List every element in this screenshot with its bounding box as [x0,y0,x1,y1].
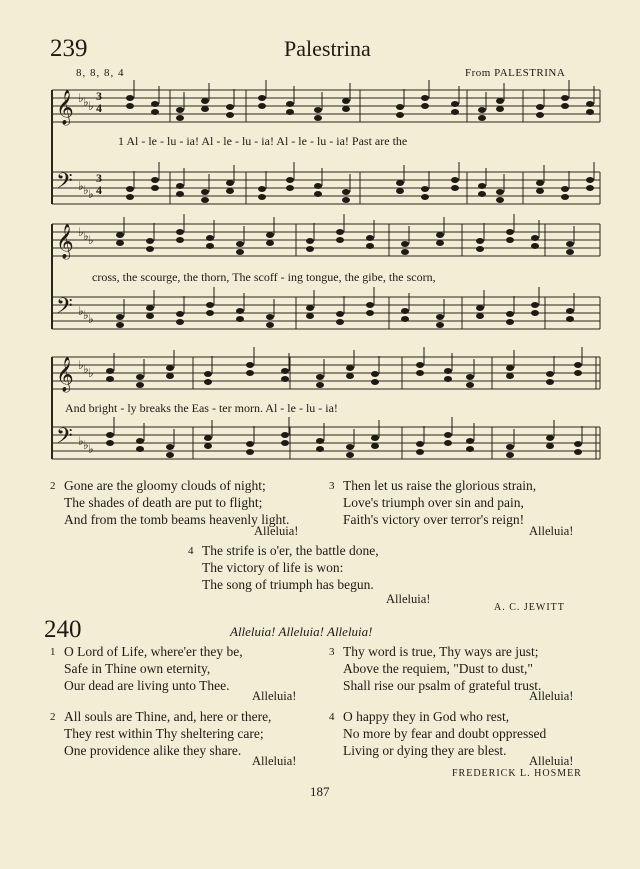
note-head [136,382,144,388]
note-head [421,186,429,192]
verse-line: O Lord of Life, where'er they be, [64,644,243,659]
note-head [266,232,274,238]
note-head [531,302,539,308]
hymn-title: Palestrina [284,36,371,61]
note-head [201,189,209,195]
flat-sign: ♭ [83,362,89,376]
verse-number: 2 [50,711,56,723]
note-head [106,368,114,374]
note-head [416,441,424,447]
note-head [236,316,244,322]
flat-sign: ♭ [78,179,84,193]
note-head [476,238,484,244]
note-head [546,379,554,385]
note-head [451,101,459,107]
note-head [176,311,184,317]
note-head [444,440,452,446]
time-signature: 3 [96,89,102,103]
note-head [506,311,514,317]
note-head [306,305,314,311]
note-head [116,240,124,246]
verse-line: The song of triumph has begun. [202,577,374,592]
note-head [506,229,514,235]
note-head [306,238,314,244]
note-head [371,443,379,449]
time-signature: 4 [96,101,102,115]
note-head [396,104,404,110]
verse-line: The strife is o'er, the battle done, [202,543,379,558]
note-head [506,237,514,243]
note-head [536,180,544,186]
note-head [436,314,444,320]
note-head [176,237,184,243]
note-head [478,183,486,189]
time-signature: 3 [96,171,102,185]
verse-number: 3 [329,646,335,658]
note-head [226,188,234,194]
note-head [396,180,404,186]
note-head [176,115,184,121]
note-head [496,197,504,203]
note-head [286,185,294,191]
verse-number: 1 [50,646,56,658]
note-head [226,112,234,118]
verse-line: No more by fear and doubt oppressed [343,726,547,741]
note-head [126,103,134,109]
note-head [496,189,504,195]
note-head [531,235,539,241]
note-head [366,243,374,249]
note-head [536,112,544,118]
note-head [286,109,294,115]
flat-sign: ♭ [83,229,89,243]
note-head [466,438,474,444]
note-head [258,186,266,192]
note-head [266,314,274,320]
note-head [546,371,554,377]
note-head [444,376,452,382]
note-head [366,302,374,308]
verse-line: And from the tomb beams heavenly light. [64,512,290,527]
verse-239-3 [329,477,593,538]
note-head [444,368,452,374]
note-head [401,249,409,255]
note-head [286,101,294,107]
note-head [246,362,254,368]
note-head [531,310,539,316]
note-head [451,177,459,183]
note-head [421,194,429,200]
hymn-number-240: 240 [44,616,82,643]
note-head [561,186,569,192]
note-head [401,308,409,314]
verse-240-4 [329,708,593,768]
note-head [166,365,174,371]
note-head [342,106,350,112]
flat-sign: ♭ [83,95,89,109]
author-240: FREDERICK L. HOSMER [452,768,582,779]
note-head [166,373,174,379]
note-head [258,95,266,101]
flat-sign: ♭ [78,304,84,318]
note-head [126,186,134,192]
note-head [166,444,174,450]
note-head [436,232,444,238]
note-head [206,235,214,241]
note-head [346,365,354,371]
note-head [396,188,404,194]
note-head [286,177,294,183]
note-head [126,95,134,101]
verse-line: One providence alike they share. [64,743,242,758]
note-head [316,438,324,444]
note-head [566,241,574,247]
note-head [258,103,266,109]
verse-line: Gone are the gloomy clouds of night; [64,478,266,493]
note-head [126,194,134,200]
flat-sign: ♭ [88,366,94,380]
note-head [236,308,244,314]
bass-clef: 𝄢 [56,294,73,324]
note-head [506,444,514,450]
note-head [346,373,354,379]
note-head [401,241,409,247]
note-head [206,302,214,308]
note-head [176,319,184,325]
note-head [146,238,154,244]
flat-sign: ♭ [88,312,94,326]
note-head [314,183,322,189]
note-head [342,197,350,203]
flat-sign: ♭ [88,99,94,113]
note-head [478,115,486,121]
note-head [342,98,350,104]
verse-line: Above the requiem, "Dust to dust," [343,661,533,676]
note-head [586,177,594,183]
note-head [466,446,474,452]
note-head [226,104,234,110]
note-head [201,98,209,104]
note-head [366,235,374,241]
verse-line: Then let us raise the glorious strain, [343,478,537,493]
flat-sign: ♭ [88,442,94,456]
note-head [496,98,504,104]
note-head [586,101,594,107]
note-head [531,243,539,249]
note-head [316,382,324,388]
note-head [281,376,289,382]
note-head [206,310,214,316]
note-head [106,376,114,382]
note-head [246,370,254,376]
note-head [151,109,159,115]
refrain-alleluia: Alleluia! [252,689,297,703]
note-head [281,368,289,374]
note-head [536,104,544,110]
note-head [371,435,379,441]
note-head [371,371,379,377]
treble-clef: 𝄞 [56,357,74,392]
note-head [204,379,212,385]
note-head [401,316,409,322]
note-head [136,374,144,380]
note-head [436,240,444,246]
note-head [421,95,429,101]
note-head [136,438,144,444]
flat-sign: ♭ [83,183,89,197]
note-head [166,452,174,458]
note-head [536,188,544,194]
note-head [566,249,574,255]
verse-line: Shall rise our psalm of grateful trust. [343,678,542,693]
note-head [444,432,452,438]
note-head [281,440,289,446]
note-head [151,101,159,107]
note-head [336,229,344,235]
note-head [506,452,514,458]
note-head [566,316,574,322]
note-head [146,305,154,311]
note-head [561,194,569,200]
note-head [281,432,289,438]
note-head [136,446,144,452]
note-head [416,362,424,368]
flat-sign: ♭ [78,358,84,372]
note-head [116,322,124,328]
note-head [566,308,574,314]
verse-line: The shades of death are put to flight; [64,495,263,510]
treble-clef: 𝄞 [56,224,74,259]
verse-240-1 [50,643,324,703]
flat-sign: ♭ [78,91,84,105]
verse-line: All souls are Thine, and, here or there, [64,709,272,724]
note-head [314,191,322,197]
note-head [561,95,569,101]
note-head [151,177,159,183]
verse-line: Safe in Thine own eternity, [64,661,211,676]
note-head [346,452,354,458]
verse-number: 4 [329,711,335,723]
note-head [586,109,594,115]
refrain-alleluia: Alleluia! [529,754,574,768]
verse-number: 4 [188,545,194,557]
note-head [342,189,350,195]
note-head [561,103,569,109]
flat-sign: ♭ [88,233,94,247]
verse-239-2 [50,477,334,538]
note-head [506,373,514,379]
lyrics-line-1: 1 Al - le - lu - ia! Al - le - lu - ia! Al - le - lu - ia! Past are the [118,134,408,148]
note-head [371,379,379,385]
verse-239-4 [188,542,462,606]
note-head [266,322,274,328]
note-head [314,107,322,113]
note-head [204,371,212,377]
note-head [206,243,214,249]
note-head [226,180,234,186]
page-number: 187 [310,784,330,799]
note-head [574,441,582,447]
note-head [506,365,514,371]
note-head [476,313,484,319]
verse-240-2 [50,708,334,768]
note-head [306,246,314,252]
verse-line: Living or dying they are blest. [343,743,507,758]
note-head [496,106,504,112]
verse-line: They rest within Thy sheltering care; [64,726,264,741]
note-head [451,185,459,191]
note-head [176,191,184,197]
note-head [546,435,554,441]
note-head [116,232,124,238]
verse-number: 3 [329,480,335,492]
note-head [416,370,424,376]
note-head [421,103,429,109]
lyrics-line-2: cross, the scourge, the thorn, The scoff - ing tongue, the gibe, the scorn, [92,270,436,284]
flat-sign: ♭ [78,434,84,448]
author-239: A. C. JEWITT [494,602,565,613]
note-head [436,322,444,328]
verse-line: Faith's victory over terror's reign! [343,512,525,527]
flat-sign: ♭ [83,308,89,322]
bass-clef: 𝄢 [56,424,73,454]
note-head [258,194,266,200]
refrain-alleluia: Alleluia! [254,524,299,538]
verse-line: Our dead are living unto Thee. [64,678,230,693]
note-head [476,305,484,311]
note-head [336,237,344,243]
lyrics-line-3: And bright - ly breaks the Eas - ter morn. Al - le - lu - ia! [65,401,338,415]
note-head [574,449,582,455]
note-head [574,370,582,376]
note-head [346,444,354,450]
note-head [416,449,424,455]
note-head [204,435,212,441]
note-head [574,362,582,368]
hymn-subtitle: Alleluia! Alleluia! Alleluia! [230,624,373,639]
hymn-meter: 8, 8, 8, 4 [76,67,125,79]
note-head [106,432,114,438]
flat-sign: ♭ [83,438,89,452]
note-head [546,443,554,449]
tune-source: From PALESTRINA [465,67,566,79]
note-head [336,319,344,325]
hymn-number-239: 239 [50,35,88,62]
note-head [316,446,324,452]
note-head [176,183,184,189]
note-head [246,449,254,455]
time-signature: 4 [96,183,102,197]
note-head [478,107,486,113]
note-head [201,106,209,112]
note-head [451,109,459,115]
refrain-alleluia: Alleluia! [529,524,574,538]
note-head [146,246,154,252]
note-head [201,197,209,203]
note-head [506,319,514,325]
note-head [204,443,212,449]
note-head [151,185,159,191]
note-head [246,441,254,447]
note-head [336,311,344,317]
note-head [236,249,244,255]
verse-number: 2 [50,480,56,492]
note-head [314,115,322,121]
treble-clef: 𝄞 [56,90,74,125]
refrain-alleluia: Alleluia! [529,689,574,703]
note-head [586,185,594,191]
note-head [266,240,274,246]
note-head [366,310,374,316]
note-head [466,382,474,388]
note-head [316,374,324,380]
note-head [236,241,244,247]
verse-240-3 [329,643,593,703]
note-head [176,229,184,235]
note-head [478,191,486,197]
verse-line: Love's triumph over sin and pain, [343,495,524,510]
refrain-alleluia: Alleluia! [386,592,431,606]
note-head [306,313,314,319]
flat-sign: ♭ [78,225,84,239]
note-head [146,313,154,319]
verse-line: Thy word is true, Thy ways are just; [343,644,539,659]
note-head [466,374,474,380]
verse-line: The victory of life is won: [202,560,344,575]
verse-line: O happy they in God who rest, [343,709,510,724]
note-head [396,112,404,118]
note-head [106,440,114,446]
bass-clef: 𝄢 [56,169,73,199]
note-head [116,314,124,320]
refrain-alleluia: Alleluia! [252,754,297,768]
note-head [476,246,484,252]
flat-sign: ♭ [88,187,94,201]
note-head [176,107,184,113]
